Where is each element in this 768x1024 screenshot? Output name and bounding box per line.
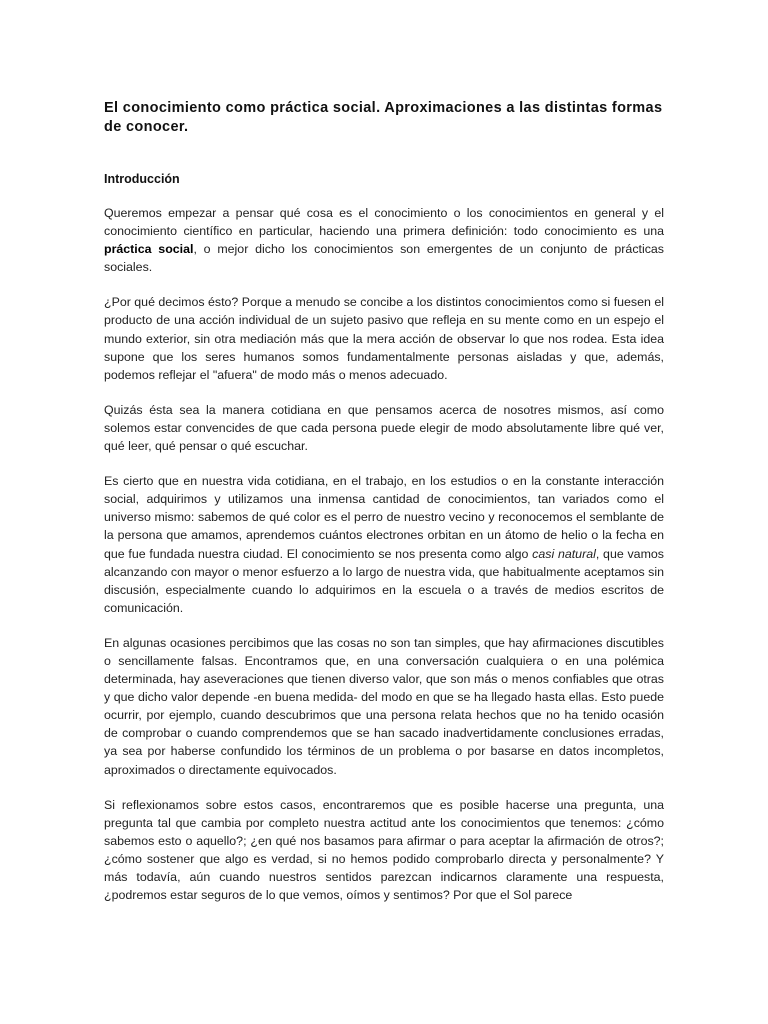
section-heading-introduccion: Introducción	[104, 172, 180, 186]
paragraph-1	[104, 204, 664, 276]
document-title: El conocimiento como práctica social. Aproximaciones a las distintas formas de conocer.	[104, 100, 663, 135]
paragraph-4-text-a: Es cierto que en nuestra vida cotidiana, en el trabajo, en los estudios o en la constante interacción social, adquirimos y utilizamos una inmensa cantidad de conocimientos, tan variados como el universo mismo: sabemos de qué color es el perro de nuestro vecino y reconocemos el semblante de la persona que amamos, aprendemos cuántos electrones orbitan en un átomo de helio o la fecha en que fue fundada nuestra ciudad. El conocimiento se nos presenta como algo	[104, 474, 664, 561]
paragraph-4-text-b: , que vamos alcanzando con mayor o menor esfuerzo a lo largo de nuestra vida, que habitualmente aceptamos sin discusión, especialmente cuando lo adquirimos en la escuela o a través de medios escritos de comunicación.	[104, 546, 664, 615]
paragraph-4	[104, 472, 664, 617]
paragraph-1-text-b: , o mejor dicho los conocimientos son emergentes de un conjunto de prácticas sociales.	[104, 242, 664, 275]
paragraph-5: En algunas ocasiones percibimos que las cosas no son tan simples, que hay afirmaciones discutibles o sencillamente falsas. Encontramos que, en una conversación cualquiera o en una polémica determinada, hay aseveraciones que tienen diverso valor, que son más o menos confiables que otras y que dicho valor depende -en buena medida- del modo en que se ha llegado hasta ellas. Esto puede ocurrir, por ejemplo, cuando descubrimos que una persona relata hechos que no ha tenido ocasión de comprobar o cuando comprendemos que se han sacado inadvertidamente conclusiones erradas, ya sea por haberse confundido los términos de un problema o por basarse en datos incompletos, aproximados o directamente equivocados.	[104, 635, 664, 777]
italic-term-casi-natural: casi natural	[532, 546, 596, 561]
paragraph-6: Si reflexionamos sobre estos casos, encontraremos que es posible hacerse una pregunta, una pregunta tal que cambia por completo nuestra actitud ante los conocimientos que tenemos: ¿cómo sabemos esto o aquello?; ¿en qué nos basamos para afirmar o para aceptar la afirmación de otros?; ¿cómo sostener que algo es verdad, si no hemos podido comprobarlo directa y personalmente? Y más todavía, aún cuando nuestros sentidos parezcan indicarnos claramente una respuesta, ¿podremos estar seguros de lo que vemos, oímos y sentimos? Por que el Sol parece	[104, 797, 664, 903]
paragraph-3: Quizás ésta sea la manera cotidiana en que pensamos acerca de nosotres mismos, así como solemos estar convencides de que cada persona puede elegir de modo absolutamente libre qué ver, qué leer, qué pensar o qué escuchar.	[104, 402, 664, 454]
paragraph-1-text-a: Queremos empezar a pensar qué cosa es el conocimiento o los conocimientos en general y el conocimiento científico en particular, haciendo una primera definición: todo conocimiento es una	[104, 206, 664, 239]
paragraph-2: ¿Por qué decimos ésto? Porque a menudo se concibe a los distintos conocimientos como si fuesen el producto de una acción individual de un sujeto pasivo que refleja en su mente como en un espejo el mundo exterior, sin otra mediación más que la mera acción de observar lo que nos rodea. Esta idea supone que los seres humanos somos fundamentalmente personas aisladas y que, además, podemos reflejar el "afuera" de modo más o menos adecuado.	[104, 295, 664, 382]
bold-term-practica-social: práctica social	[104, 242, 194, 257]
document-page	[104, 99, 664, 904]
